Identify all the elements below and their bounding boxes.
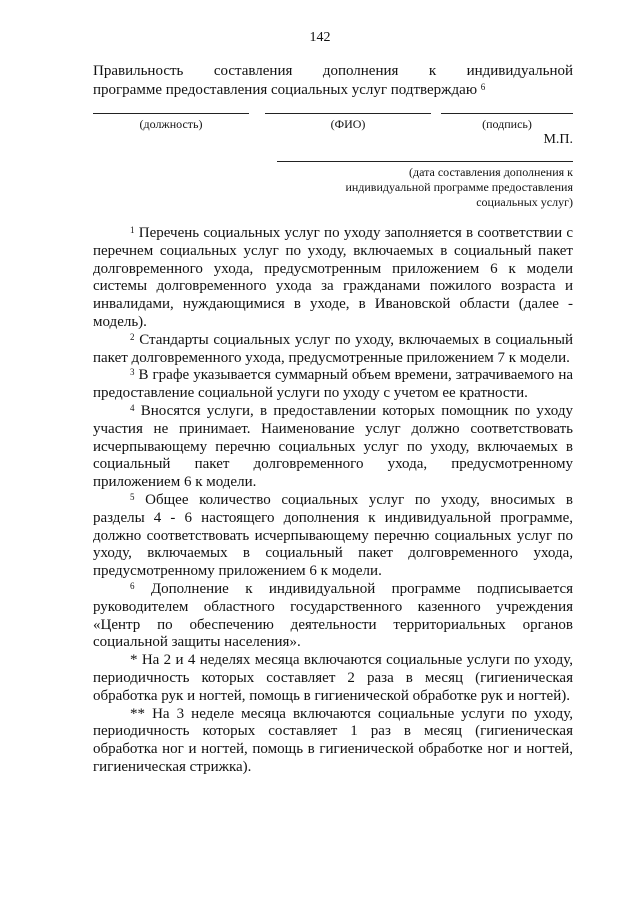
footnote-text: Вносятся услуги, в предоставлении которых помощник по уходу участия не принимает. Наименование услуг должно соответствовать исчерпывающему перечню социальных услуг по уходу, включаемых в социальный пакет долговременного ухода, предусмотренному приложением 6 к модели. <box>93 402 573 491</box>
date-caption-line-1: (дата составления дополнения к <box>409 165 573 179</box>
asterisk-note-2 <box>93 706 573 777</box>
date-caption-line-3: социальных услуг) <box>476 195 573 209</box>
footnote-text: Перечень социальных услуг по уходу заполняется в соответствии с перечнем социальных услуг по уходу, включаемых в социальный пакет долговременного ухода, предусмотренным приложением 6 к модели системы долговременного ухода за гражданами пожилого возраста и инвалидами, нуждающимися в уходе, в Ивановской области (далее - модель). <box>93 225 573 330</box>
asterisk-note-text: На 2 и 4 неделях месяца включаются социальные услуги по уходу, периодичность которых составляет 2 раза в месяц (гигиеническая обработка рук и ногтей, помощь в гигиенической обработке рук и ногтей). <box>93 652 573 704</box>
asterisk-note-text: На 3 неделе месяца включаются социальные услуги по уходу, периодичность которых составляет 1 раз в месяц (гигиеническая обработка ног и ногтей, помощь в гигиенической обработке ног и ногтей, гигиеническая стрижка). <box>93 705 573 775</box>
footnote-marker: 5 <box>130 491 135 502</box>
footnote-5 <box>93 492 573 581</box>
footnote-text: Дополнение к индивидуальной программе подписывается руководителем областного государственного казенного учреждения «Центр по обеспечению деятельности территориальных органов социальной защиты населения». <box>93 580 574 651</box>
confirmation-line-2 <box>93 81 573 100</box>
date-signature-line <box>277 161 573 162</box>
footnote-marker: 2 <box>130 331 135 342</box>
asterisk-marker: ** <box>130 705 145 722</box>
name-signature-line <box>265 113 431 114</box>
date-caption <box>277 165 573 210</box>
confirmation-text: программе предоставления социальных услуг подтверждаю <box>93 82 478 98</box>
page-number: 142 <box>309 30 331 45</box>
footnote-marker: 4 <box>130 402 135 413</box>
stamp-place: М.П. <box>543 132 573 147</box>
footnote-marker: 3 <box>130 367 135 378</box>
date-caption-line-2: индивидуальной программе предоставления <box>345 180 573 194</box>
signature-line <box>441 113 573 114</box>
footnote-6 <box>93 581 573 652</box>
asterisk-marker: * <box>130 652 138 669</box>
footnote-marker: 6 <box>480 82 486 92</box>
footnote-text: В графе указывается суммарный объем времени, затрачиваемого на предоставление социальной услуги по уходу с учетом ее кратности. <box>93 367 574 402</box>
position-label: (должность) <box>139 117 203 131</box>
footnote-4 <box>93 403 573 492</box>
position-signature-line <box>93 113 249 114</box>
footnotes <box>93 225 573 777</box>
signature-label: (подпись) <box>482 117 532 131</box>
footnote-3 <box>93 367 573 403</box>
name-label: (ФИО) <box>330 117 366 131</box>
footnote-2 <box>93 332 573 368</box>
asterisk-note-1 <box>93 652 573 705</box>
footnote-1 <box>93 225 573 332</box>
footnote-text: Общее количество социальных услуг по уходу, вносимых в разделы 4 - 6 настоящего дополнения к индивидуальной программе, должно соответствовать исчерпывающему перечню социальных услуг по уходу, включаемых в социальный пакет долговременного ухода, предусмотренному приложением 6 к модели. <box>93 491 573 580</box>
footnote-text: Стандарты социальных услуг по уходу, включаемых в социальный пакет долговременного ухода, предусмотренные приложением 7 к модели. <box>93 331 573 366</box>
confirmation-line-1: Правильность составления дополнения к индивидуальной <box>93 63 573 79</box>
footnote-marker: 1 <box>130 225 135 235</box>
footnote-marker: 6 <box>130 580 135 591</box>
